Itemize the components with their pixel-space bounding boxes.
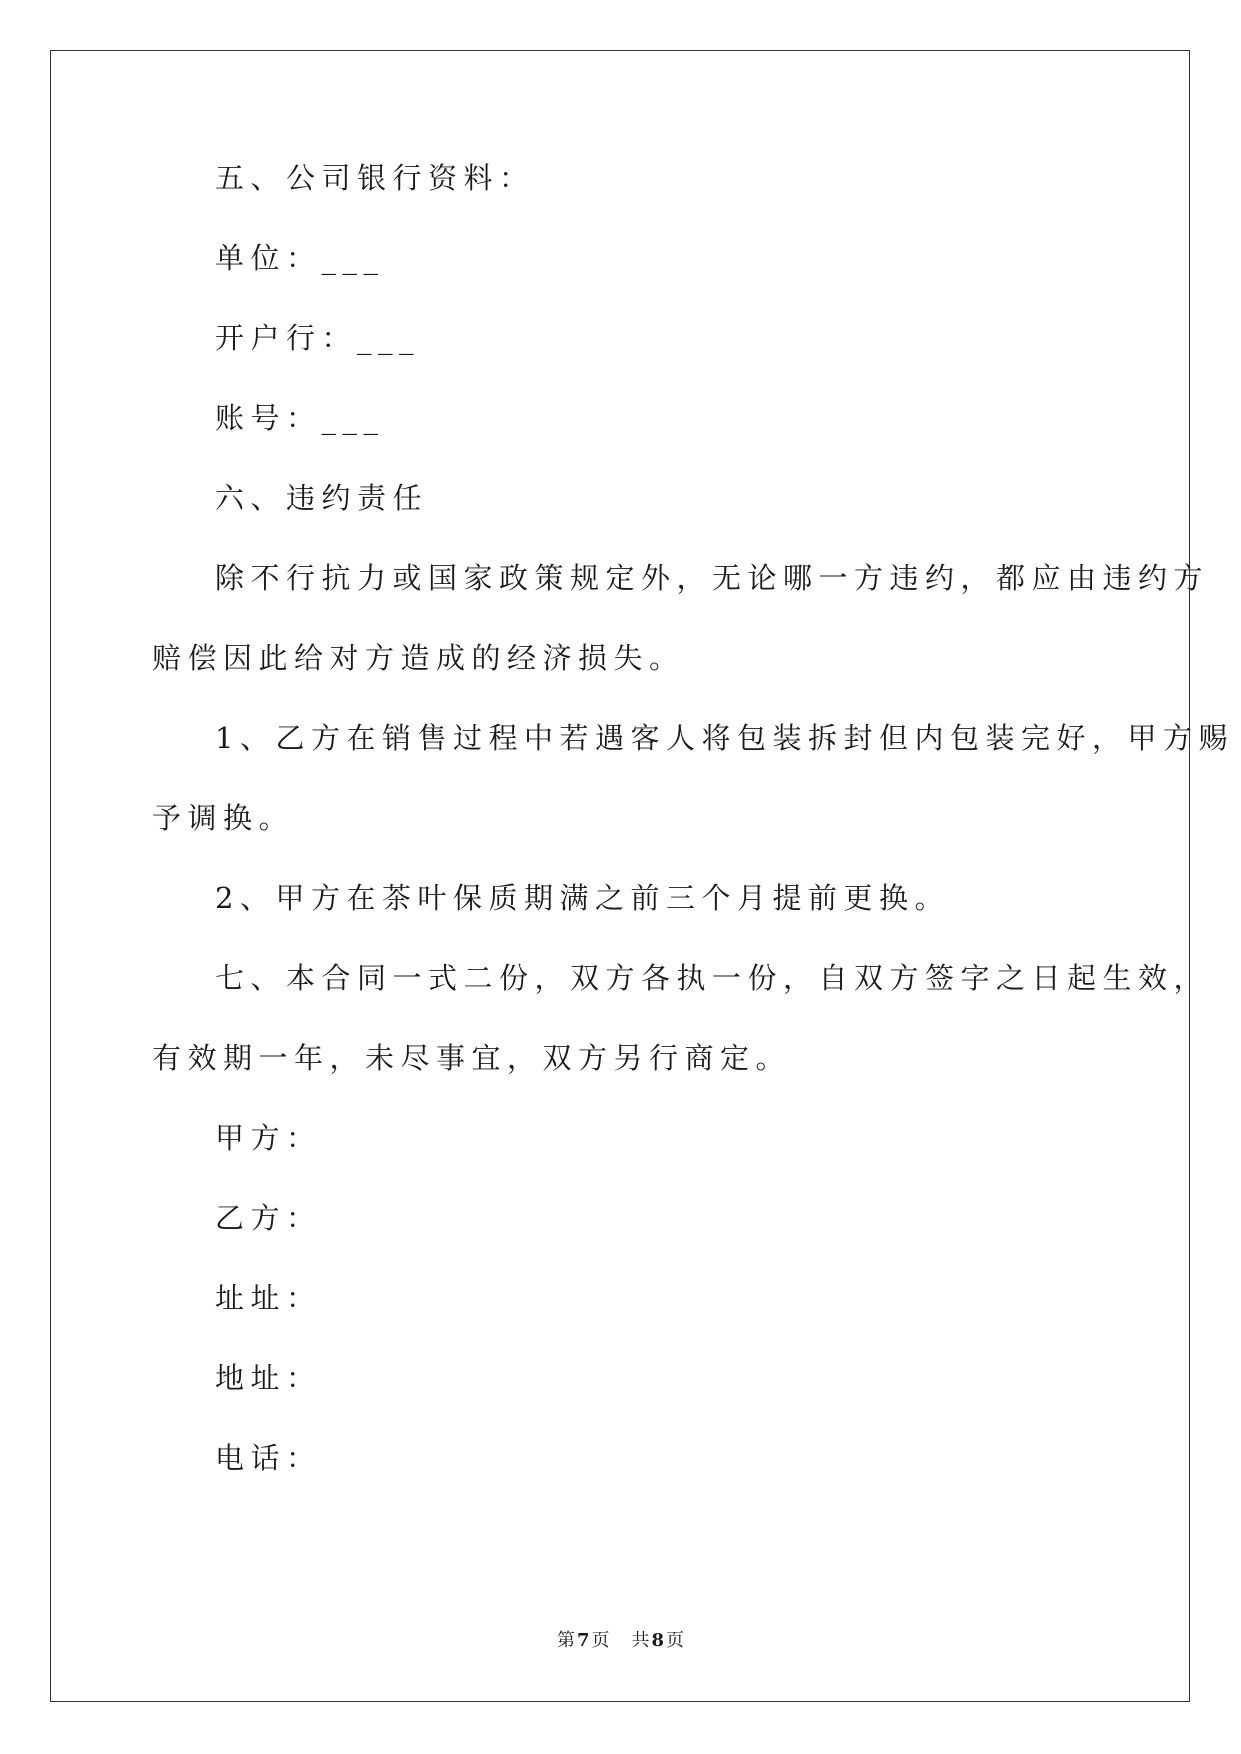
page-prefix: 第 xyxy=(556,1630,575,1651)
clause-2: 2、甲方在茶叶保质期满之前三个月提前更换。 xyxy=(215,881,950,915)
site-address-label: 址址： xyxy=(215,1281,322,1315)
liability-paragraph-line-2: 赔偿因此给对方造成的经济损失。 xyxy=(152,641,685,675)
section-7-line-2: 有效期一年，未尽事宜，双方另行商定。 xyxy=(152,1041,792,1075)
bank-unit-field: 单位：___ xyxy=(215,241,385,275)
total-unit: 页 xyxy=(666,1630,685,1651)
page-unit: 页 xyxy=(591,1630,610,1651)
section-6-heading: 六、违约责任 xyxy=(215,481,429,515)
current-page-number: 7 xyxy=(576,1630,590,1651)
clause-1-line-1: 1、乙方在销售过程中若遇客人将包装拆封但内包装完好，甲方赐 xyxy=(215,721,1234,755)
party-b-label: 乙方： xyxy=(215,1201,322,1235)
bank-branch-field: 开户行：___ xyxy=(215,321,421,355)
total-page-number: 8 xyxy=(651,1630,665,1651)
section-5-heading: 五、公司银行资料： xyxy=(215,161,535,195)
page-footer xyxy=(0,1629,1241,1653)
liability-paragraph-line-1: 除不行抗力或国家政策规定外，无论哪一方违约，都应由违约方 xyxy=(215,561,1210,595)
section-7-line-1: 七、本合同一式二份，双方各执一份，自双方签字之日起生效， xyxy=(215,961,1210,995)
phone-label: 电话： xyxy=(215,1441,322,1475)
bank-account-field: 账号：___ xyxy=(215,401,385,435)
clause-1-line-2: 予调换。 xyxy=(152,801,295,835)
total-prefix: 共 xyxy=(631,1630,650,1651)
party-a-label: 甲方： xyxy=(215,1121,322,1155)
address-label: 地址： xyxy=(215,1361,322,1395)
